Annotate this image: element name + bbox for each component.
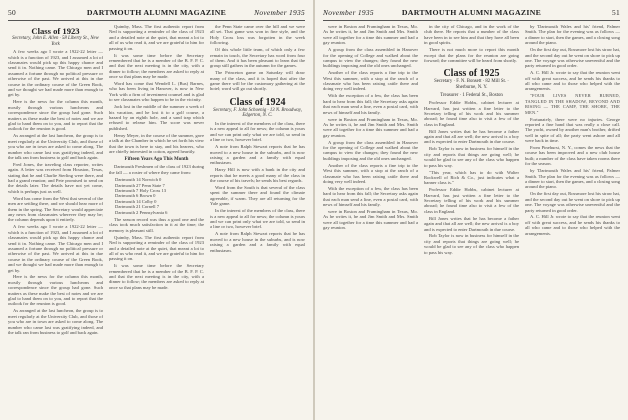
- left-columns: [8, 24, 305, 416]
- paragraph: A. C. Hill Jr. wrote to say that the reunion went off with great success, and he sends his thanks to all who came and to those who helped with the arrangements.: [525, 214, 620, 236]
- score-row: Dartmouth 14 Norwich 0: [115, 177, 162, 183]
- column-1: [323, 24, 418, 416]
- paragraph: A group from the class assembled in Hanover for the opening of College and walked about the campus to view the changes; they found the new buildings imposing and the old ones unchanged.: [323, 139, 418, 161]
- paragraph: Harry Hill is now with a bank in the city and reports that he meets a good many of the class in the course of his travels; he sends his best regards.: [210, 167, 305, 184]
- class-heading: Class of 1924: [229, 96, 286, 108]
- score-row: Dartmouth 14 Colby 0: [115, 198, 157, 204]
- score-table: [115, 177, 204, 215]
- paragraph: Word from the South is that several of the class spent the summer there and found the climate agreeable, if warm. They are all returning for the Yale game.: [210, 185, 305, 207]
- score-row: Dartmouth 21 Cornell 7: [115, 204, 160, 210]
- paragraph: A few weeks ago I wrote a 1922-22 letter — which is a function of 1923, and I assumed a lot of classmates would pick up this happy chance and send it in. Nothing came. The Chicago men and I assumed a fortune through no political pressure or otherwise of the past. We arrived at this in due course in the ordinary course of the Green Book, and we thought we had made more than enough to get by.: [8, 49, 103, 98]
- paragraph: the Penn State came over the hill and we were all set. That game was won in fine style, and the Holy Cross loss was forgotten in the week following.: [210, 24, 305, 46]
- paragraph: Word has come from the West that several of the men are settling there, and we should hear more of them in the spring. The Secretary would appreciate any news from classmates wherever they may be; the column depends upon it entirely.: [8, 195, 103, 223]
- page-number: 51: [612, 8, 620, 17]
- pull-quote: "This year, which has to do with Walter Rockwell of Rich & Co., just indicates what a banner class is.": [424, 169, 519, 186]
- left-page: [0, 0, 313, 420]
- paragraph: Word has come that Wendell L. (Bus) Barnes, who has been living in Hanover, is now in New York with a firm of investment counsel and is glad to see classmates who happen to be in the vicinity.: [109, 81, 204, 103]
- header-rule: [8, 20, 305, 21]
- left-running-head: [8, 8, 305, 20]
- header-rule: [323, 20, 620, 21]
- paragraph: Bob Taylor is now in business for himself in the city and reports that things are going well; he would be glad to see any of the class who happen to pass his way.: [424, 146, 519, 168]
- paragraph: Fred Jones, the traveling class reporter, writes again. A letter was received from Houston, Texas, stating that he and Charlie Sterling were there, and had a grand reunion; and Pete promised to send on the details later. The details have not yet come, which is perhaps just as well.: [8, 161, 103, 194]
- issue-date: November 1935: [254, 8, 305, 17]
- paragraph: Bob Taylor is now in business for himself in the city and reports that things are going well; he would be glad to see any of the class who happen to pass his way.: [424, 233, 519, 255]
- paragraph: A note from Ralph Stewart reports that he has moved to a new house in the suburbs, and is now raising a garden and a family with equal enthusiasm.: [210, 144, 305, 166]
- paragraph: Jack lost in the middle of the summer a week of his vacation, and he lost it to a golf course, a hazard by an eighth hole, and a sand trap which refused to release him. The score was never published.: [109, 104, 204, 131]
- paragraph: It was some time before the Secretary remembered that he is a member of the B. F. P. C. and that the next meeting is in the city, with a dinner to follow; the members are asked to reply at once so that plans may be made.: [109, 263, 204, 290]
- paragraph: In the interest of the members of the class, there is a new appeal to all for news; the column is yours and we can print only what we are told, so send in a line or two, however brief.: [210, 121, 305, 143]
- right-page: [315, 0, 628, 420]
- section-caption: Fifteen Years Ago This Month: [124, 157, 189, 163]
- score-row: Dartmouth 27 Penn State 7: [115, 182, 165, 188]
- issue-date: November 1935: [323, 8, 374, 17]
- paragraph: Another of the class reports a fine trip to the West this summer, with a stop at the ranch of a classmate who has been raising cattle there and doing very well indeed.: [323, 70, 418, 92]
- right-running-head: [323, 8, 620, 20]
- class-heading: Class of 1925: [443, 68, 500, 80]
- paragraph: Henry Meyer, in the course of the summer, gave a talk at the Chamber in which he set forth his view that the town is here to stay, and his hearers, who are chiefly interested in cotton, agreed heartily.: [109, 132, 204, 154]
- paragraph: On the first day out, Rossmore lost his straw hat, and the second day out he went on shore to pick up one. The voyage was otherwise uneventful and the party returned in good order.: [525, 47, 620, 69]
- paragraph: Professor Eddie Hobbs, cabinet lecturer at Harvard, has just written a fine letter to the Secretary telling of his work and his summer abroad; he found time also to visit a few of the class in England.: [424, 187, 519, 214]
- paragraph: Professor Eddie Hobbs, cabinet lecturer at Harvard, has just written a fine letter to the Secretary telling of his work and his summer abroad; he found time also to visit a few of the class in England.: [424, 100, 519, 127]
- paragraph: were in Boston and Framingham in Texas, Mo. As he writes it, he and Jim Smith and Mrs. Smith were all together for a time this summer and had a gay reunion.: [323, 209, 418, 231]
- column-2: [109, 24, 204, 416]
- paragraph: in the city of Chicago, and in the work of the club there. He reports that a number of the class have been in to see him and that they have all been in good spirits.: [424, 24, 519, 46]
- pull-quote: "FOUR LIVES NEVER BURNED, TANGLED IN THE SHADOW, BEYOND AND RISING — THE CAMP, THE SHORE, THE MEN.": [525, 93, 620, 115]
- paragraph: With the exception of a few, the class has been hard to hear from this fall; the Secretary asks again that each man send a line, even a postal card, with news of himself and his family.: [323, 93, 418, 115]
- paragraph: were in Boston and Framingham in Texas, Mo. As he writes it, he and Jim Smith and Mrs. Smith were all together for a time this summer and had a gay reunion.: [323, 116, 418, 138]
- paragraph: Bill Jones writes that he has become a father again and that all are well; the new arrival is a boy and is expected to enter Dartmouth in due course.: [424, 215, 519, 232]
- paragraph: From Pinehurst, N. Y., comes the news that the course has been improved and a new club house built; a number of the class have taken rooms there for the season.: [525, 145, 620, 167]
- column-3: [210, 24, 305, 416]
- paragraph: On the first day out, Rossmore lost his straw hat, and the second day out he went on shore to pick up one. The voyage was otherwise uneventful and the party returned in good order.: [525, 191, 620, 213]
- paragraph: by 'Dartmouth Wales and his' friend, Palmer Smith. The plan for the evening was as follows — a dinner to start, then the games, and a closing song around the piano.: [525, 168, 620, 190]
- paragraph: A group from the class assembled in Hanover for the opening of College and walked about the campus to view the changes; they found the new buildings imposing and the old ones unchanged.: [323, 47, 418, 69]
- class-treasurer: Treasurer · 1 Federal St., Boston: [440, 92, 503, 98]
- class-secretary: Secretary · F. N. Bonsett · 82 Mill St. · Sherburne, N. Y.: [434, 79, 509, 90]
- paragraph: A note from Ralph Stewart reports that he has moved to a new house in the suburbs, and is now raising a garden and a family with equal enthusiasm.: [210, 231, 305, 253]
- paragraph: As arranged at the last luncheon, the group is to meet regularly at the University Club, and those of you who are in town are asked to come along. The number who came last was gratifying indeed, and the talk ran from business to golf and back again.: [8, 133, 103, 160]
- paragraph: In the interest of the members of the class, there is a new appeal to all for news; the column is yours and we can print only what we are told, so send in a line or two, however brief.: [210, 208, 305, 230]
- magazine-title: DARTMOUTH ALUMNI MAGAZINE: [401, 8, 542, 17]
- paragraph: Fortunately, there were no injuries. George reported a fine hand that was really a close call. The yacht, owned by another man's brother, drifted well in spite of all; the party went ashore and all were back in time.: [525, 116, 620, 144]
- class-secretary: Secretary, F. John Schoenig · 13 N. Broadway, Edgerton, N. C.: [213, 107, 302, 119]
- column-1: [8, 24, 103, 416]
- page-number: 50: [8, 8, 16, 17]
- paragraph: The Princeton game on Saturday will draw many of the class, and it is hoped that after the game there will be the customary gathering at the hotel; word will go out shortly.: [210, 70, 305, 92]
- column-3: [525, 24, 620, 416]
- paragraph: A. C. Hill Jr. wrote to say that the reunion went off with great success, and he sends his thanks to all who came and to those who helped with the arrangements.: [525, 70, 620, 92]
- paragraph: A few weeks ago I wrote a 1922-22 letter — which is a function of 1923, and I assumed a lot of classmates would pick up this happy chance and send it in. Nothing came. The Chicago men and I assumed a fortune through no political pressure or otherwise of the past. We arrived at this in due course in the ordinary course of the Green Book, and we thought we had made more than enough to get by.: [8, 224, 103, 273]
- paragraph: Here is the news for the column this month, mostly through various luncheons and correspondence since the group had gone. Such matters as these make the best of notes and we are glad to hand them on to you, and to report that the outlook for the reunion is good.: [8, 99, 103, 132]
- paragraph: As arranged at the last luncheon, the group is to meet regularly at the University Club, and those of you who are in town are asked to come along. The number who came last was gratifying indeed, and the talk ran from business to golf and back again.: [8, 308, 103, 335]
- paragraph: There is not much more to report this month except that the plans for the reunion are going forward; the committee will be heard from shortly.: [424, 47, 519, 63]
- score-row: Dartmouth 2 Pennsylvania 6: [115, 209, 168, 215]
- column-2: [424, 24, 519, 416]
- paragraph: Another of the class reports a fine trip to the West this summer, with a stop at the ranch of a classmate who has been raising cattle there and doing very well indeed.: [323, 162, 418, 184]
- score-row: Dartmouth 6 Brown 0: [115, 193, 156, 199]
- class-secretary: Secretary, John E. Allen · 58 Liberty St., New York: [12, 36, 99, 47]
- class-heading: Class of 1923: [31, 26, 80, 36]
- right-columns: [323, 24, 620, 416]
- caption-subtext: Dartmouth Freshmen of the class of 1923 during the fall — a roster of where they came from:: [109, 164, 204, 175]
- paragraph: were in Boston and Framingham in Texas, Mo. As he writes it, he and Jim Smith and Mrs. Smith were all together for a time this summer and had a gay reunion.: [323, 24, 418, 46]
- paragraph: by 'Dartmouth Wales and his' friend, Palmer Smith. The plan for the evening was as follows — a dinner to start, then the games, and a closing song around the piano.: [525, 24, 620, 46]
- magazine-title: DARTMOUTH ALUMNI MAGAZINE: [86, 8, 227, 17]
- paragraph: Of this whole little team, of which only a few remain in touch, the Secretary has word from four of them. And it has been pleasant to learn that the group still gathers in the autumn for the games.: [210, 47, 305, 69]
- paragraph: It was some time before the Secretary remembered that he is a member of the B. F. P. C. and that the next meeting is in the city, with a dinner to follow; the members are asked to reply at once so that plans may be made.: [109, 52, 204, 80]
- paragraph: Here is the news for the column this month, mostly through various luncheons and correspondence since the group had gone. Such matters as these make the best of notes and we are glad to hand them on to you, and to report that the outlook for the reunion is good.: [8, 274, 103, 307]
- paragraph: With the exception of a few, the class has been hard to hear from this fall; the Secretary asks again that each man send a line, even a postal card, with news of himself and his family.: [323, 185, 418, 208]
- paragraph: Quimby, Mass. The first authentic report from Ned is supporting a reminder of the class of 1923 and a detailed note at the quiet, that meant a lot to all of us who read it, and we are grateful to him for passing it on.: [109, 24, 204, 51]
- paragraph: The season record was thus a good one and the class took much satisfaction in it at the time; the memory is pleasant still.: [109, 217, 204, 233]
- paragraph: Quimby, Mass. The first authentic report from Ned is supporting a reminder of the class of 1923 and a detailed note at the quiet, that meant a lot to all of us who read it, and we are grateful to him for passing it on.: [109, 234, 204, 262]
- score-row: Dartmouth 7 Holy Cross 13: [115, 187, 167, 193]
- paragraph: Bill Jones writes that he has become a father again and that all are well; the new arrival is a boy and is expected to enter Dartmouth in due course.: [424, 128, 519, 145]
